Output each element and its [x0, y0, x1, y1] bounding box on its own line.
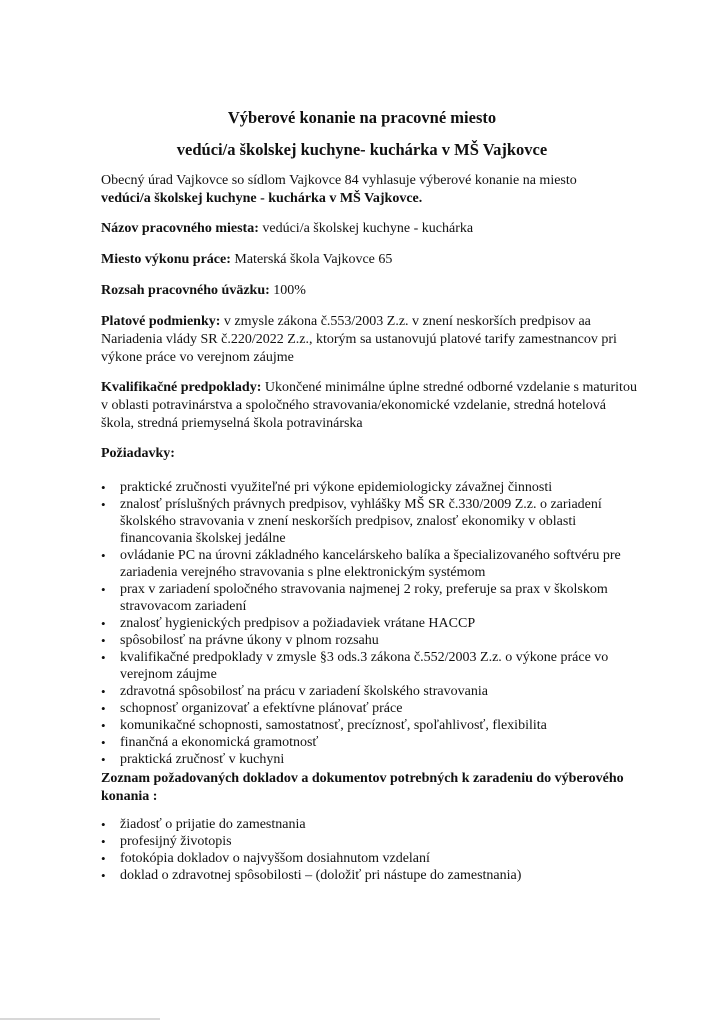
list-item [101, 717, 641, 734]
requirement-text: spôsobilosť na právne úkony v plnom rozsahu [120, 633, 379, 648]
bullet-icon: • [101, 684, 106, 699]
bullet-icon: • [101, 480, 106, 495]
list-item [101, 751, 641, 768]
qualification-paragraph [101, 379, 641, 433]
list-item [101, 615, 641, 632]
salary-paragraph [101, 313, 641, 367]
position-name-value: vedúci/a školskej kuchyne - kuchárka [258, 221, 474, 236]
document-text: žiadosť o prijatie do zamestnania [120, 817, 306, 832]
bullet-icon: • [101, 718, 106, 733]
workload-value: 100% [269, 283, 306, 298]
list-item [101, 479, 641, 496]
qualification-label: Kvalifikačné predpoklady: [101, 380, 262, 395]
list-item [101, 734, 641, 751]
list-item [101, 700, 641, 717]
documents-list [101, 816, 641, 884]
bullet-icon: • [101, 582, 106, 597]
requirements-list [101, 479, 641, 768]
bullet-icon: • [101, 851, 106, 866]
list-item [101, 683, 641, 700]
document-text: fotokópia dokladov o najvyššom dosiahnutom vzdelaní [120, 851, 430, 866]
workplace-label: Miesto výkonu práce: [101, 252, 231, 267]
list-item [101, 816, 641, 833]
requirement-text: praktická zručnosť v kuchyni [120, 752, 285, 767]
scan-edge-mark [0, 1018, 160, 1020]
document-title: Výberové konanie na pracovné miesto [227, 108, 497, 127]
documents-heading: Zoznam požadovaných dokladov a dokumentov potrebných k zaradeniu do výberového konania : [101, 771, 624, 804]
bullet-icon: • [101, 817, 106, 832]
position-name-paragraph [101, 220, 641, 238]
workplace-value: Materská škola Vajkovce 65 [230, 252, 393, 267]
requirement-text: kvalifikačné predpoklady v zmysle §3 ods.3 zákona č.552/2003 Z.z. o výkone práce vo verejnom záujme [120, 650, 609, 682]
requirement-text: ovládanie PC na úrovni základného kancelárskeho balíka a špecializovaného softvéru pre zariadenia verejného stravovania s plne elektronickým systémom [120, 548, 621, 580]
qualification-value: Ukončené minimálne úplne stredné odborné vzdelanie s maturitou v oblasti potravinárstva a spoločného stravovania/ekonomické vzdelanie, stredná hotelová škola, stredná priemyselná škola potravinárska [101, 380, 637, 431]
workload-paragraph [101, 282, 641, 300]
bullet-icon: • [101, 616, 106, 631]
workplace-paragraph [101, 251, 641, 269]
bullet-icon: • [101, 752, 106, 767]
bullet-icon: • [101, 548, 106, 563]
bullet-icon: • [101, 650, 106, 665]
list-item [101, 833, 641, 850]
list-item [101, 867, 641, 884]
requirement-text: schopnosť organizovať a efektívne plánovať práce [120, 701, 403, 716]
bullet-icon: • [101, 497, 106, 512]
bullet-icon: • [101, 633, 106, 648]
salary-value: v zmysle zákona č.553/2003 Z.z. v znení neskorších predpisov aa Nariadenia vlády SR č.220/2022 Z.z., ktorým sa ustanovujú platové tarify zamestnancov pri výkone práce vo verejnom záujme [101, 314, 617, 365]
list-item [101, 496, 641, 547]
list-item [101, 850, 641, 867]
intro-position: vedúci/a školskej kuchyne - kuchárka v MŠ Vajkovce. [101, 191, 423, 206]
bullet-icon: • [101, 735, 106, 750]
requirements-heading: Požiadavky: [101, 446, 175, 461]
intro-paragraph [101, 172, 641, 208]
list-item [101, 581, 641, 615]
list-item [101, 547, 641, 581]
document-text: profesijný životopis [120, 834, 232, 849]
requirement-text: znalosť hygienických predpisov a požiadaviek vrátane HACCP [120, 616, 476, 631]
workload-label: Rozsah pracovného úväzku: [101, 283, 270, 298]
position-name-label: Názov pracovného miesta: [101, 221, 259, 236]
requirement-text: komunikačné schopnosti, samostatnosť, precíznosť, spoľahlivosť, flexibilita [120, 718, 547, 733]
bullet-icon: • [101, 868, 106, 883]
intro-text: Obecný úrad Vajkovce so sídlom Vajkovce 84 vyhlasuje výberové konanie na miesto [101, 173, 577, 188]
requirement-text: znalosť príslušných právnych predpisov, vyhlášky MŠ SR č.330/2009 Z.z. o zariadení školského stravovania v znení neskorších predpisov, znalosť ekonomiky v oblasti financovania školskej jedálne [120, 497, 602, 546]
salary-label: Platové podmienky: [101, 314, 221, 329]
requirement-text: finančná a ekonomická gramotnosť [120, 735, 319, 750]
document-text: doklad o zdravotnej spôsobilosti – (doložiť pri nástupe do zamestnania) [120, 868, 522, 883]
document-subtitle: vedúci/a školskej kuchyne- kuchárka v MŠ Vajkovce [176, 140, 548, 159]
requirement-text: prax v zariadení spoločného stravovania najmenej 2 roky, preferuje sa prax v školskom stravovacom zariadení [120, 582, 608, 614]
list-item [101, 632, 641, 649]
requirement-text: zdravotná spôsobilosť na prácu v zariadení školského stravovania [120, 684, 488, 699]
list-item [101, 649, 641, 683]
requirement-text: praktické zručnosti využiteľné pri výkone epidemiologicky závažnej činnosti [120, 480, 553, 495]
bullet-icon: • [101, 834, 106, 849]
bullet-icon: • [101, 701, 106, 716]
